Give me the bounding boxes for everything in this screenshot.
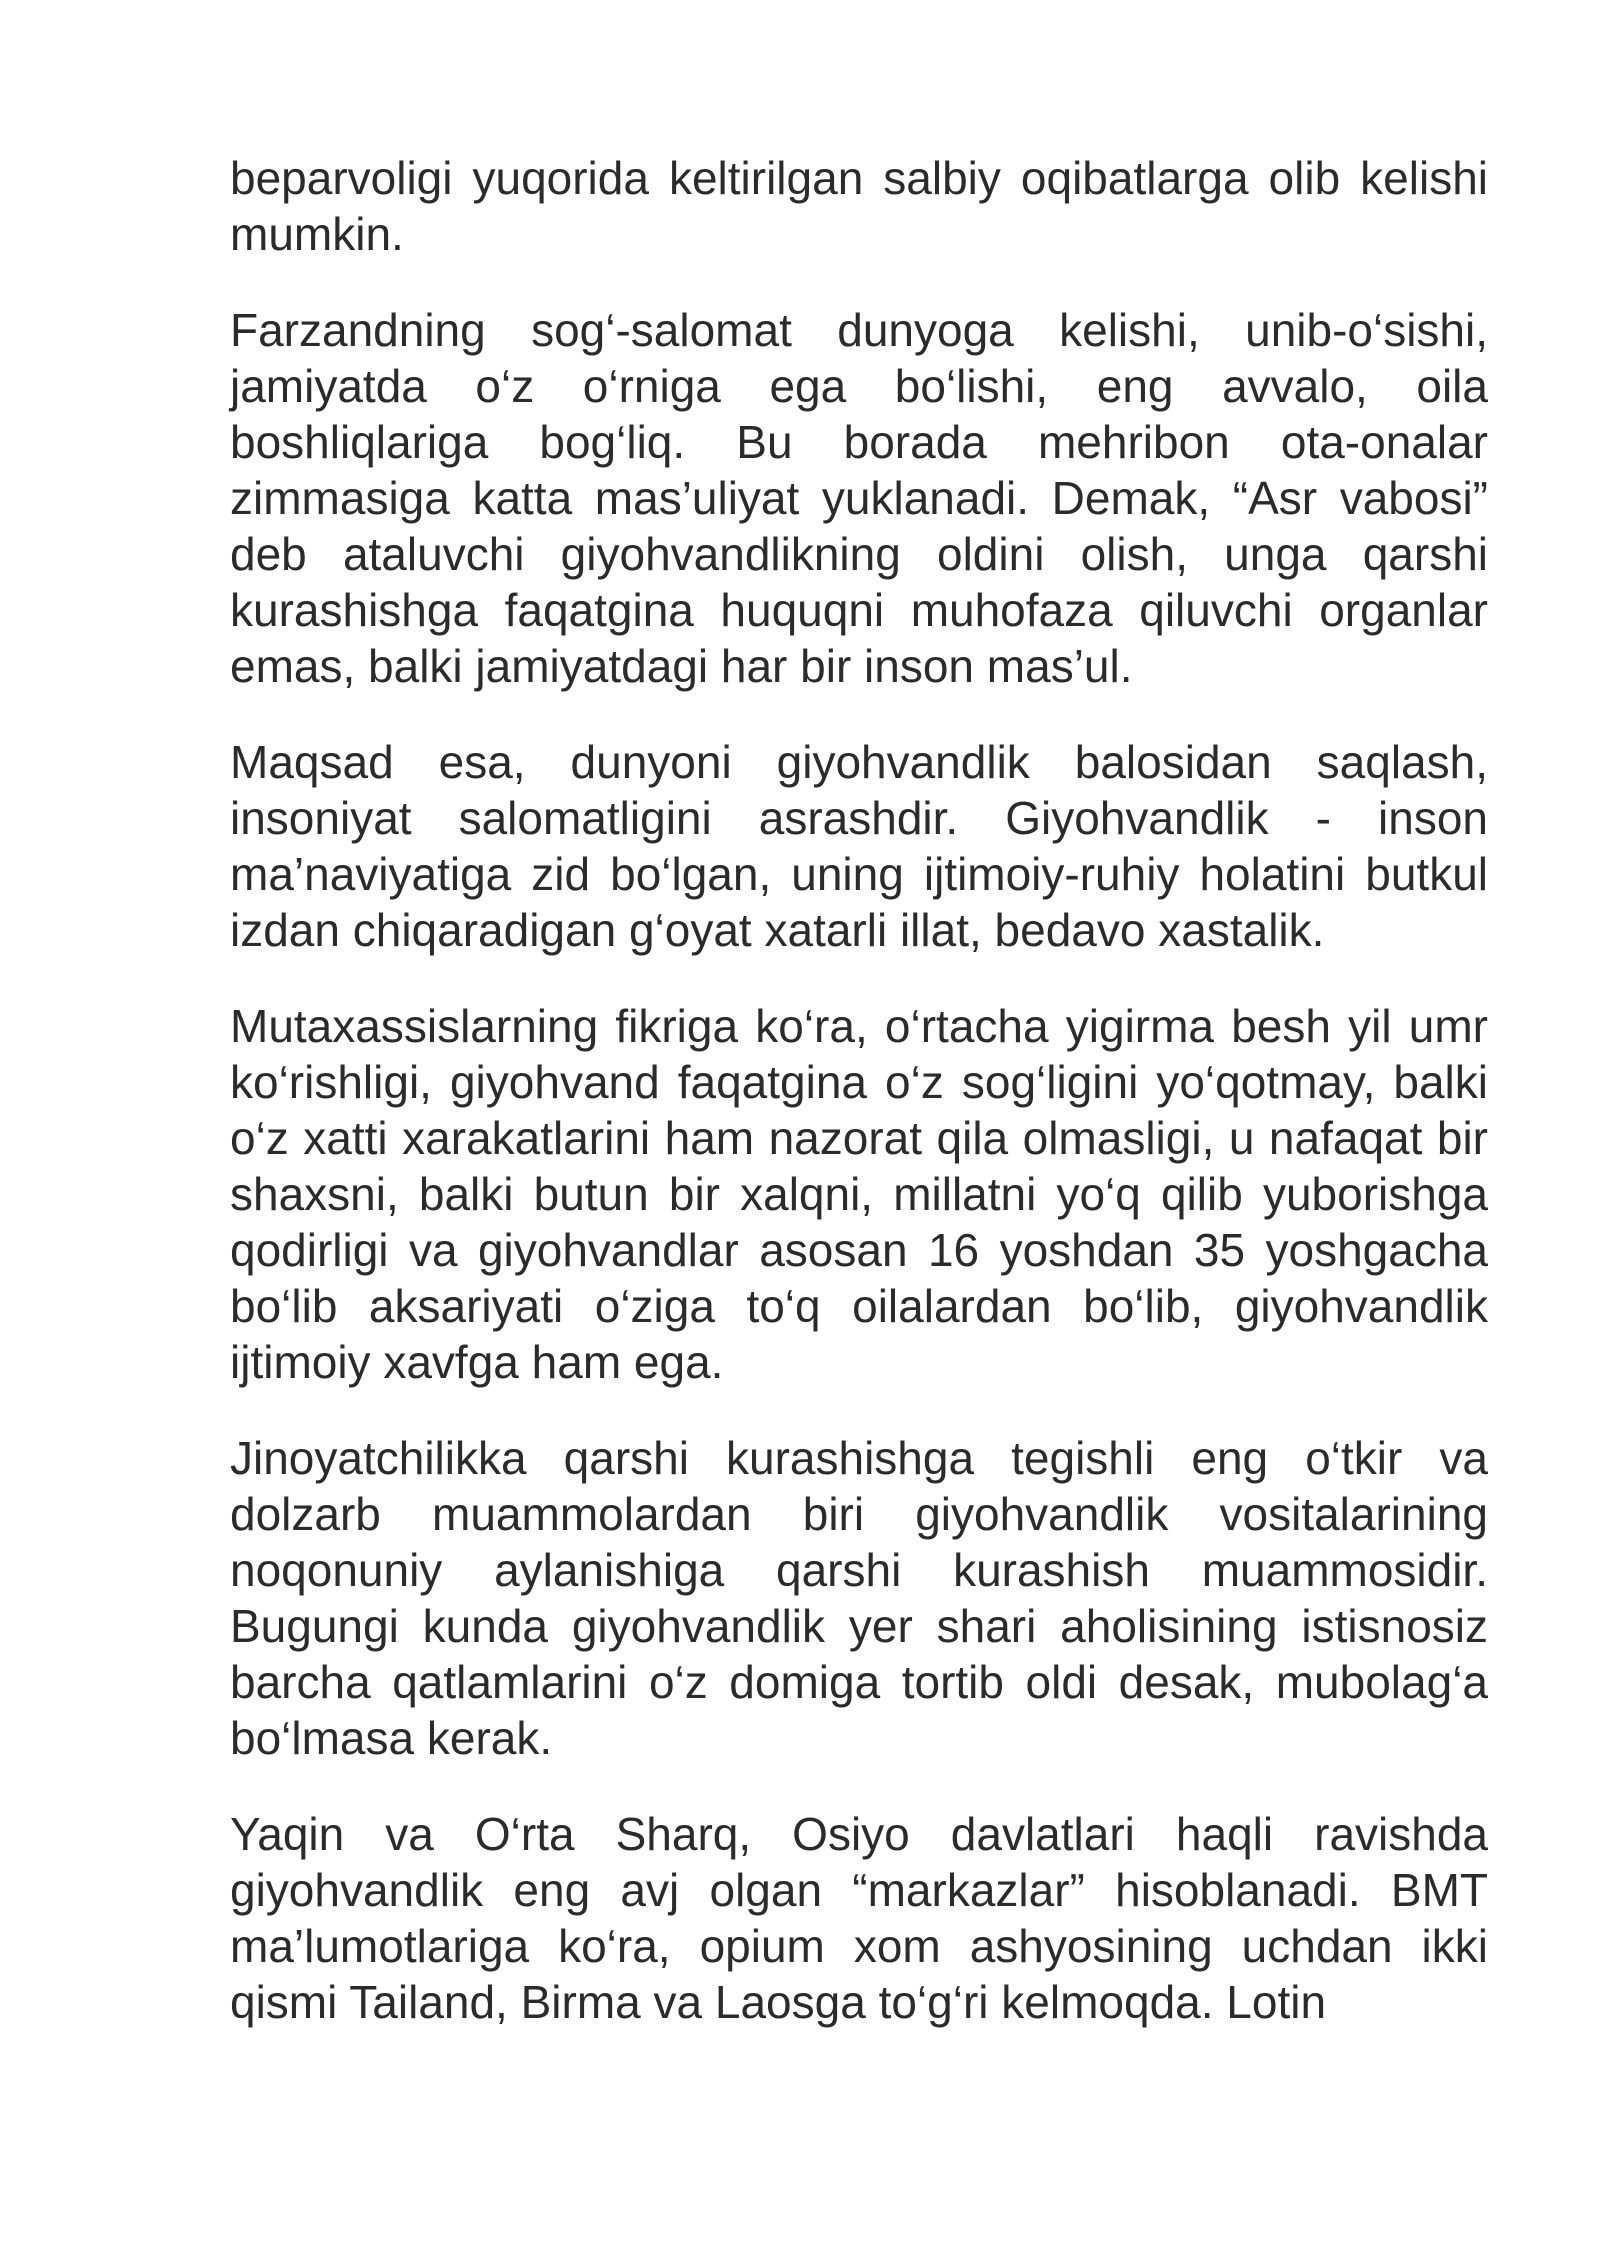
paragraph-1: beparvoligi yuqorida keltirilgan salbiy oqibatlarga olib kelishi mumkin. [230, 152, 1488, 260]
paragraph-6: Yaqin va O‘rta Sharq, Osiyo davlatlari haqli ravishda giyohvandlik eng avj olgan “markazlar” hisoblanadi. BMT ma’lumotlariga ko‘ra, opium xom ashyosining uchdan ikki qismi Tailand, Birma va Laosga to‘g‘ri kelmoqda. Lotin [230, 1808, 1488, 2028]
paragraph-5: Jinoyatchilikka qarshi kurashishga tegishli eng o‘tkir va dolzarb muammolardan biri giyohvandlik vositalarining noqonuniy aylanishiga qarshi kurashish muammosidir. Bugungi kunda giyohvandlik yer shari aholisining istisnosiz barcha qatlamlarini o‘z domiga tortib oldi desak, mubolag‘a bo‘lmasa kerak. [230, 1432, 1488, 1764]
document-body [230, 150, 1488, 2070]
paragraph-3: Maqsad esa, dunyoni giyohvandlik balosidan saqlash, insoniyat salomatligini asrashdir. Giyohvandlik - inson ma’naviyatiga zid bo‘lgan, uning ijtimoiy-ruhiy holatini butkul izdan chiqaradigan g‘oyat xatarli illat, bedavo xastalik. [230, 736, 1488, 956]
paragraph-4: Mutaxassislarning fikriga ko‘ra, o‘rtacha yigirma besh yil umr ko‘rishligi, giyohvand faqatgina o‘z sog‘ligini yo‘qotmay, balki o‘z xatti xarakatlarini ham nazorat qila olmasligi, u nafaqat bir shaxsni, balki butun bir xalqni, millatni yo‘q qilib yuborishga qodirligi va giyohvandlar asosan 16 yoshdan 35 yoshgacha bo‘lib aksariyati o‘ziga to‘q oilalardan bo‘lib, giyohvandlik ijtimoiy xavfga ham ega. [230, 1000, 1488, 1388]
paragraph-2: Farzandning sog‘-salomat dunyoga kelishi, unib-o‘sishi, jamiyatda o‘z o‘rniga ega bo‘lishi, eng avvalo, oila boshliqlariga bog‘liq. Bu borada mehribon ota-onalar zimmasiga katta mas’uliyat yuklanadi. Demak, “Asr vabosi” deb ataluvchi giyohvandlikning oldini olish, unga qarshi kurashishga faqatgina huquqni muhofaza qiluvchi organlar emas, balki jamiyatdagi har bir inson mas’ul. [230, 304, 1488, 692]
